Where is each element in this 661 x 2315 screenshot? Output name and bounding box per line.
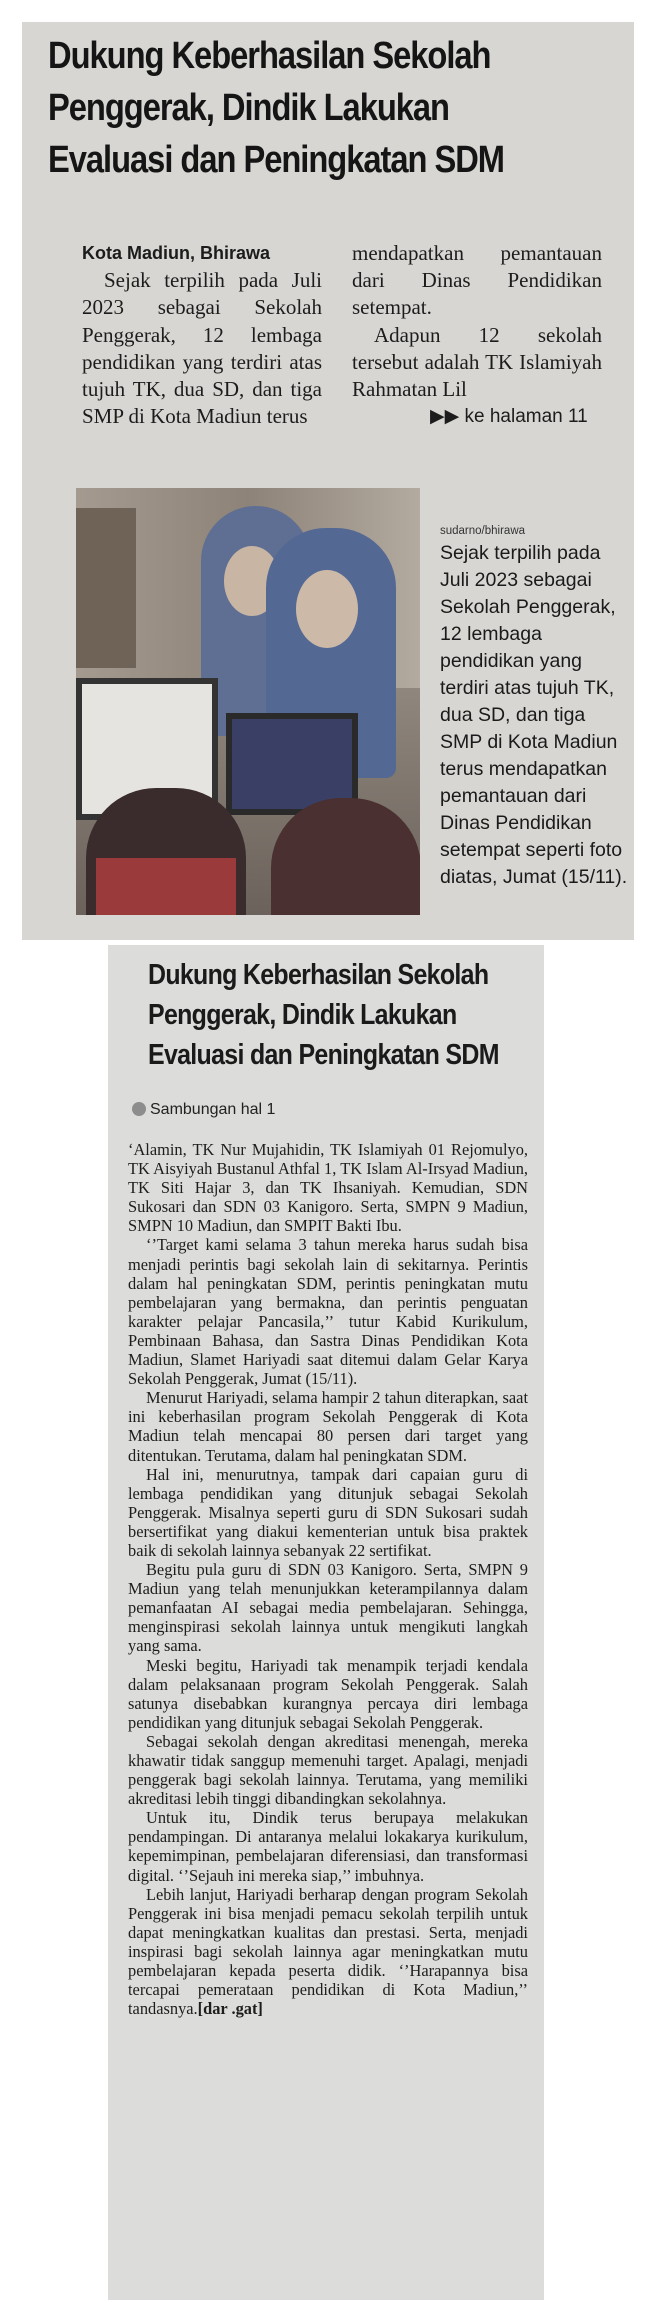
continued-reference	[430, 405, 588, 428]
article-paragraph: ‘Alamin, TK Nur Mujahidin, TK Islamiyah 01 Rejomulyo, TK Aisyiyah Bustanul Athfal 1, TK Islam Al-Irsyad Madiun, TK Siti Hajar 3, dan TK Ihsaniyah. Kemudian, SDN Sukosari dan SDN 03 Kanigoro. Serta, SMPN 9 Madiun, SMPN 10 Madiun, dan SMPIT Bakti Ibu.	[128, 1140, 528, 1236]
lead-paragraph-3: Adapun 12 sekolah tersebut adalah TK Islamiyah Rahmatan Lil	[352, 322, 602, 402]
last-paragraph-text: Lebih lanjut, Hariyadi berharap dengan program Sekolah Penggerak ini bisa menjadi pemacu sekolah terpilih untuk dapat meningkatkan kualitas dan prestasi. Serta, menjadi inspirasi bagi sekolah lainnya agar meningkatkan mutu pembelajaran kepada peserta didik. ‘’Harapannya bisa tercapai pemerataan pendidikan di Kota Madiun,’’ tandasnya.	[128, 1884, 528, 2019]
article-paragraph: Hal ini, menurutnya, tampak dari capaian guru di lembaga pendidikan yang ditunjuk sebagai Sekolah Penggerak. Misalnya seperti guru di SDN Sukosari sudah bersertifikat yang diakui kementerian untuk bisa praktek baik di sekolah lainnya sebanyak 22 sertifikat.	[128, 1464, 528, 1560]
news-photo	[76, 488, 420, 915]
continuation-label	[132, 1101, 275, 1119]
continued-label: ke halaman 11	[464, 406, 588, 427]
double-arrow-icon: ▶▶	[430, 406, 460, 427]
lead-paragraph-2: mendapatkan pemantauan dari Dinas Pendidikan setempat.	[352, 241, 602, 320]
article-paragraph: Meski begitu, Hariyadi tak menampik terjadi kendala dalam pelaksanaan program Sekolah Penggerak. Salah satunya disebabkan kurangnya percaya diri lembaga pendidikan yang ditunjuk sebagai Sekolah Penggerak.	[128, 1655, 528, 1732]
dateline: Kota Madiun, Bhirawa	[82, 243, 271, 263]
headline-front: Dukung Keberhasilan Sekolah Penggerak, Dindik Lakukan Evaluasi dan Peningkatan SDM	[48, 35, 505, 181]
byline: [dar .gat]	[197, 1999, 263, 2019]
bullet-dot-icon	[132, 1102, 146, 1116]
continuation-text: Sambungan hal 1	[150, 1101, 276, 1118]
article-paragraph: Untuk itu, Dindik terus berupaya melakukan pendampingan. Di antaranya melalui lokakarya kurikulum, kepemimpinan, pembelajaran diferensiasi, dan transformasi digital. ‘’Sejauh ini mereka siap,’’ imbuhnya.	[128, 1808, 528, 1885]
photo-caption: Sejak terpilih pada Juli 2023 sebagai Sekolah Penggerak, 12 lembaga pendidikan yang terdiri atas tujuh TK, dua SD, dan tiga SMP di Kota Madiun terus mendapatkan pemantauan dari Dinas Pendidikan setempat seperti foto diatas, Jumat (15/11).	[440, 542, 628, 888]
article-paragraph: Sebagai sekolah dengan akreditasi menengah, mereka khawatir tidak sanggup memenuhi target. Apalagi, menjadi penggerak bagi sekolah lainnya. Terutama, yang memiliki akreditasi lebih tinggi dibandingkan sekolahnya.	[128, 1731, 528, 1809]
article-paragraph-last	[128, 1885, 528, 2019]
article-paragraph: Menurut Hariyadi, selama hampir 2 tahun diterapkan, saat ini keberhasilan program Sekolah Penggerak di Kota Madiun telah mencapai 80 persen dari target yang ditentukan. Terutama, dalam hal peningkatan SDM.	[128, 1388, 528, 1465]
lead-paragraph-1: Sejak terpilih pada Juli 2023 sebagai Sekolah Penggerak, 12 lembaga pendidikan yang terdiri atas tujuh TK, dua SD, dan tiga SMP di Kota Madiun terus	[82, 268, 322, 429]
article-paragraph: Begitu pula guru di SDN 03 Kanigoro. Serta, SMPN 9 Madiun yang telah menunjukkan keterampilannya dalam pemanfaatan AI sebagai media pembelajaran. Sehingga, menginspirasi sekolah lainnya untuk mengikuti langkah yang sama.	[128, 1560, 528, 1656]
lead-column-2	[352, 240, 602, 403]
article-body	[128, 1140, 528, 2018]
photo-credit: sudarno/bhirawa	[440, 525, 526, 537]
lead-column-1	[82, 240, 322, 430]
article-paragraph: ‘’Target kami selama 3 tahun mereka harus sudah bisa menjadi perintis bagi sekolah lain di sekitarnya. Perintis dalam hal peningkatan SDM, perintis peningkatan mutu pembelajaran yang bermakna, dan perintis penguatan karakter pelajar Pancasila,’’ tutur Kabid Kurikulum, Pembinaan Bahasa, dan Sastra Dinas Pendidikan Kota Madiun, Slamet Hariyadi saat ditemui dalam Gelar Karya Sekolah Penggerak, Jumat (15/11).	[128, 1235, 528, 1389]
headline-continuation: Dukung Keberhasilan Sekolah Penggerak, Dindik Lakukan Evaluasi dan Peningkatan SDM	[148, 959, 499, 1071]
